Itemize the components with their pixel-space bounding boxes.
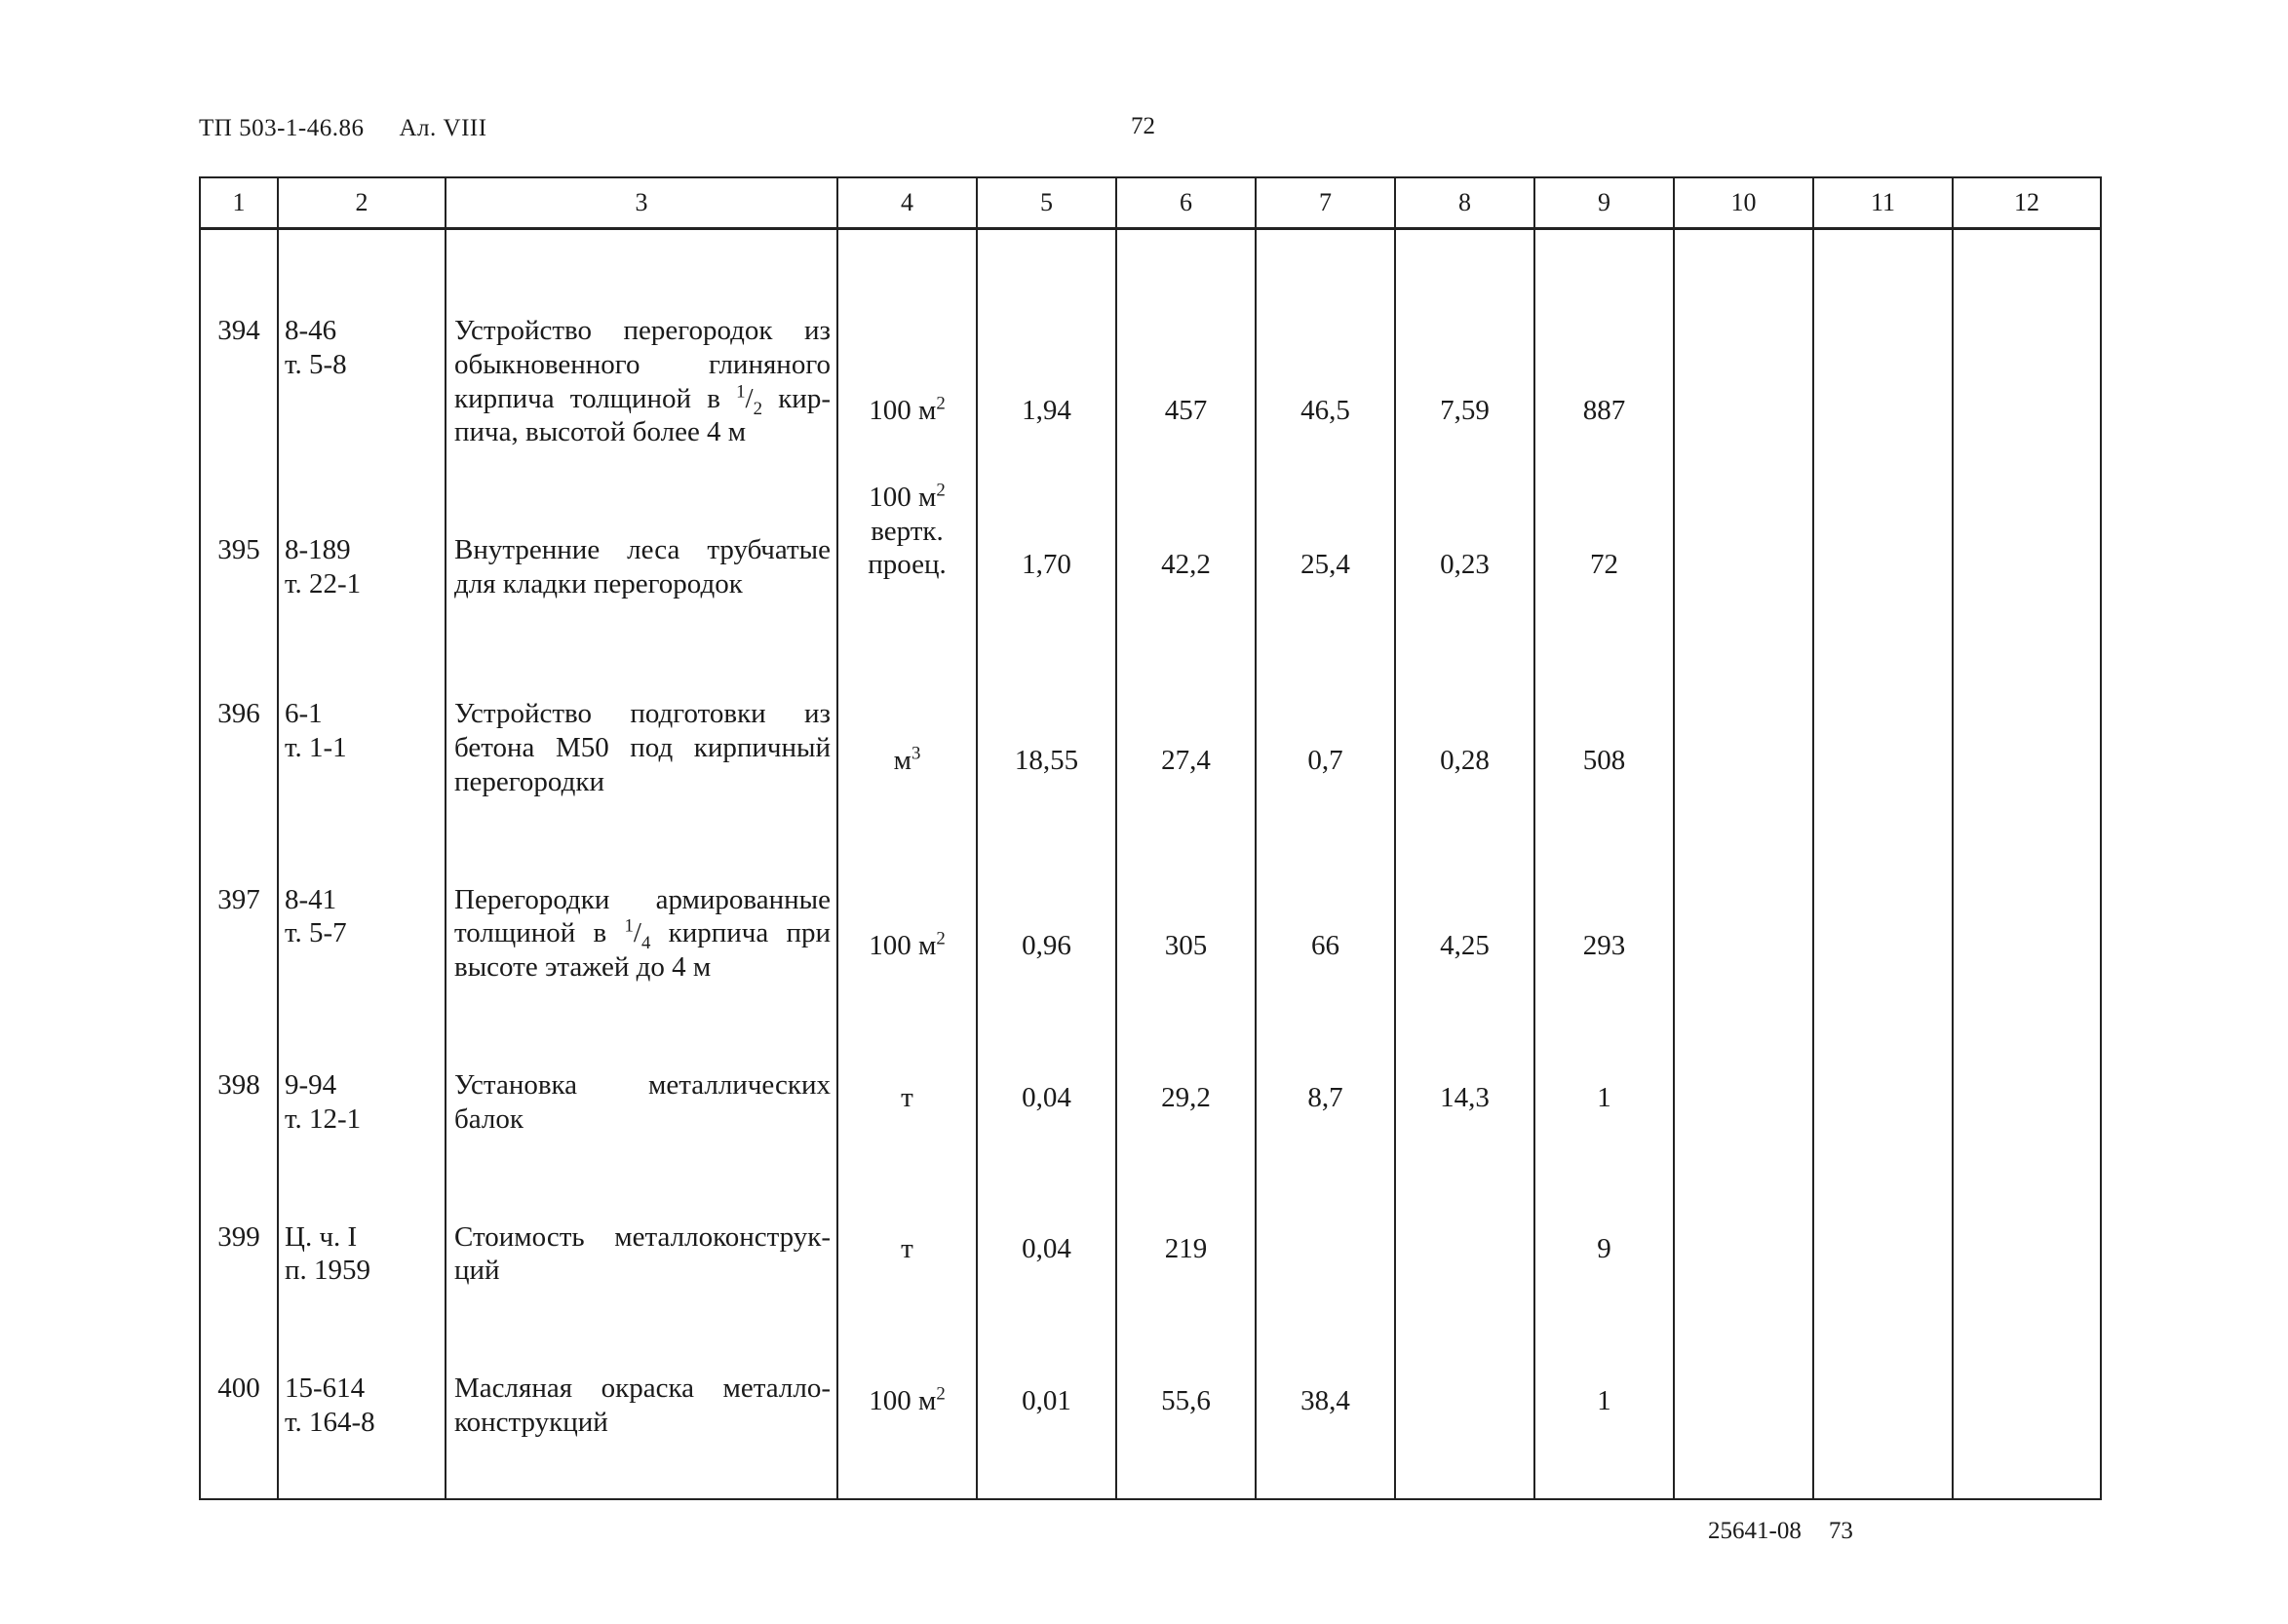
rate-code-cell [278,1137,446,1289]
column-header-9: 9 [1534,177,1674,229]
filler-cell [977,1440,1116,1499]
total-cost-cell [1534,229,1674,450]
unit-of-measure: 100 $м^2$ [869,928,946,962]
unit-cell [837,613,977,798]
work-description-cell [446,613,837,798]
machinery-cell [1395,985,1534,1137]
unit-cell [837,449,977,613]
wages-cell [1256,1288,1395,1440]
row-number: 397 [217,883,260,915]
empty-cell-10 [1674,985,1813,1137]
column-header-5: 5 [977,177,1116,229]
filler-cell [1395,1440,1534,1499]
wages-cell [1256,799,1395,985]
table-row [200,449,2101,613]
rate-table-ref: т. 164-8 [285,1406,375,1438]
unit-cost-cell [1116,613,1256,798]
filler-cell [837,1440,977,1499]
unit-cell [837,1288,977,1440]
quantity-cell [977,985,1116,1137]
table-row [200,985,2101,1137]
rate-table-ref: т. 5-8 [285,348,347,380]
filler-cell [1534,1440,1674,1499]
page-number: 72 [1131,113,1155,139]
filler-cell [1256,1440,1395,1499]
work-description: Стоимость металлоконструк-ций [454,1220,831,1287]
empty-cell-12 [1953,799,2101,985]
work-description: Устройство подготовки из бетона М50 под кирпичный перегородки [454,698,831,797]
unit-cost-cell-value: 305 [1164,930,1208,962]
row-number: 394 [217,315,260,346]
table-row [200,613,2101,798]
empty-cell-11 [1813,449,1953,613]
empty-cell-11 [1813,613,1953,798]
unit-cost-cell [1116,449,1256,613]
unit-cost-cell [1116,1288,1256,1440]
document-footer [1708,1518,1853,1545]
rate-code-cell [278,449,446,613]
row-number-cell [200,229,278,450]
unit-cost-cell [1116,229,1256,450]
quantity-cell-value: 1,94 [1022,395,1071,427]
total-cost-cell [1534,799,1674,985]
table-row [200,799,2101,985]
work-description-cell [446,1288,837,1440]
row-number: 400 [217,1373,260,1405]
unit-cost-cell-value: 55,6 [1161,1384,1211,1416]
quantity-cell [977,613,1116,798]
rate-code: 8-41 [285,883,337,915]
quantity-cell-value: 18,55 [1014,744,1079,776]
empty-cell-10 [1674,799,1813,985]
column-header-4: 4 [837,177,977,229]
row-number-cell [200,799,278,985]
rate-code: 9-94 [285,1068,337,1101]
rate-code-cell [278,799,446,985]
quantity-cell [977,1137,1116,1289]
unit-cost-cell [1116,799,1256,985]
empty-cell-10 [1674,613,1813,798]
rate-code-cell [278,985,446,1137]
wages-cell-value: 25,4 [1300,549,1350,581]
empty-cell-12 [1953,449,2101,613]
empty-cell-11 [1813,799,1953,985]
filler-cell [1116,1440,1256,1499]
rate-code: 8-189 [285,534,351,566]
wages-cell [1256,1137,1395,1289]
total-cost-cell-value: 293 [1582,930,1626,962]
empty-cell-11 [1813,1288,1953,1440]
quantity-cell [977,1288,1116,1440]
work-description-cell [446,985,837,1137]
rate-table-ref: т. 12-1 [285,1102,362,1135]
row-number: 398 [217,1068,260,1101]
unit-of-measure: т [901,1081,913,1113]
column-header-row [200,177,2101,229]
machinery-cell [1395,1137,1534,1289]
total-cost-cell [1534,449,1674,613]
unit-cell [837,229,977,450]
work-description: Установка металлических балок [454,1068,831,1135]
quantity-cell [977,449,1116,613]
column-header-2: 2 [278,177,446,229]
work-description: Внутренние леса трубчатые для кладки перегородок [454,534,831,599]
row-number-cell [200,1137,278,1289]
unit-of-measure: 100 $м^2$ [869,393,946,427]
unit-cost-cell-value: 42,2 [1161,549,1211,581]
empty-cell-10 [1674,449,1813,613]
wages-cell [1256,613,1395,798]
column-header-1: 1 [200,177,278,229]
column-header-6: 6 [1116,177,1256,229]
total-cost-cell-value: 508 [1582,744,1626,776]
column-header-10: 10 [1674,177,1813,229]
empty-filler-row [200,1440,2101,1499]
quantity-cell [977,799,1116,985]
rate-table-ref: п. 1959 [285,1255,371,1287]
document-code: ТП 503-1-46.86 [199,115,365,141]
total-cost-cell-value: 72 [1590,549,1618,581]
wages-cell [1256,985,1395,1137]
footer-doc-number: 25641-08 [1708,1518,1802,1544]
filler-cell [1813,1440,1953,1499]
table-row [200,1137,2101,1289]
row-number: 396 [217,698,260,730]
rate-code-cell [278,1288,446,1440]
total-cost-cell-value: 1 [1597,1384,1611,1416]
quantity-cell [977,229,1116,450]
work-description-cell [446,229,837,450]
empty-cell-12 [1953,985,2101,1137]
empty-cell-11 [1813,229,1953,450]
column-header-11: 11 [1813,177,1953,229]
machinery-cell [1395,449,1534,613]
empty-cell-12 [1953,1137,2101,1289]
unit-cost-cell [1116,985,1256,1137]
column-header-8: 8 [1395,177,1534,229]
rate-code: 8-46 [285,315,337,346]
total-cost-cell [1534,1288,1674,1440]
document-header [199,115,487,142]
unit-of-measure: т [901,1233,913,1265]
filler-cell [200,1440,278,1499]
unit-cell [837,985,977,1137]
empty-cell-12 [1953,229,2101,450]
machinery-cell [1395,229,1534,450]
wages-cell-value: 0,7 [1307,744,1343,776]
empty-cell-12 [1953,613,2101,798]
unit-of-measure: 100 $м^2$ [869,1383,946,1416]
album-label: Ал. VIII [399,115,487,141]
rate-code: Ц. ч. I [285,1220,358,1253]
unit-of-measure: $м^3$ [893,743,921,776]
quantity-cell-value: 0,04 [1022,1081,1071,1113]
wages-cell-value: 66 [1311,930,1339,962]
work-description: Устройство перегородок из обыкновенного глиняного кирпича толщиной в $^1/_2$ кир-пича, высотой более 4 м [454,315,831,448]
table-body [200,229,2101,1500]
quantity-cell-value: 0,96 [1022,930,1071,962]
table-row [200,1288,2101,1440]
empty-cell-10 [1674,229,1813,450]
unit-cost-cell-value: 27,4 [1161,744,1211,776]
empty-cell-10 [1674,1288,1813,1440]
work-description-cell [446,1137,837,1289]
rate-table-ref: т. 5-7 [285,917,347,949]
row-number-cell [200,449,278,613]
machinery-cell [1395,1288,1534,1440]
filler-cell [446,1440,837,1499]
total-cost-cell-value: 1 [1597,1081,1611,1113]
unit-cost-cell [1116,1137,1256,1289]
work-description: Перегородки армированные толщиной в $^1/_4$ кирпича при высоте этажей до 4 м [454,883,831,984]
row-number: 399 [217,1220,260,1253]
total-cost-cell [1534,985,1674,1137]
unit-cost-cell-value: 457 [1164,395,1208,427]
row-number-cell [200,613,278,798]
estimate-table [199,176,2102,1500]
row-number-cell [200,1288,278,1440]
work-description: Масляная окраска металло-конструкций [454,1373,831,1438]
machinery-cell [1395,799,1534,985]
rate-code-cell [278,613,446,798]
quantity-cell-value: 0,04 [1022,1233,1071,1265]
total-cost-cell [1534,613,1674,798]
wages-cell [1256,449,1395,613]
unit-cost-cell-value: 29,2 [1161,1081,1211,1113]
work-description-cell [446,449,837,613]
machinery-cell-value: 14,3 [1440,1081,1490,1113]
unit-of-measure: 100 $м^2$ вертк. проец. [868,480,947,581]
rate-table-ref: т. 1-1 [285,731,347,763]
footer-sheet-number: 73 [1828,1518,1853,1544]
machinery-cell-value: 0,23 [1440,549,1490,581]
unit-cell [837,1137,977,1289]
machinery-cell-value: 7,59 [1440,395,1490,427]
unit-cell [837,799,977,985]
column-header-3: 3 [446,177,837,229]
wages-cell [1256,229,1395,450]
row-number-cell [200,985,278,1137]
empty-cell-11 [1813,1137,1953,1289]
filler-cell [1953,1440,2101,1499]
quantity-cell-value: 1,70 [1022,549,1071,581]
table-row [200,229,2101,450]
column-header-12: 12 [1953,177,2101,229]
quantity-cell-value: 0,01 [1022,1384,1071,1416]
filler-cell [278,1440,446,1499]
column-header-7: 7 [1256,177,1395,229]
machinery-cell-value: 0,28 [1440,744,1490,776]
rate-code-cell [278,229,446,450]
empty-cell-12 [1953,1288,2101,1440]
wages-cell-value: 8,7 [1307,1081,1343,1113]
machinery-cell-value: 4,25 [1440,930,1490,962]
total-cost-cell-value: 887 [1582,395,1626,427]
work-description-cell [446,799,837,985]
rate-code: 6-1 [285,698,323,730]
empty-cell-11 [1813,985,1953,1137]
empty-cell-10 [1674,1137,1813,1289]
filler-cell [1674,1440,1813,1499]
rate-code: 15-614 [285,1373,366,1405]
row-number: 395 [217,534,260,566]
unit-cost-cell-value: 219 [1164,1233,1208,1265]
total-cost-cell-value: 9 [1597,1233,1611,1265]
total-cost-cell [1534,1137,1674,1289]
wages-cell-value: 46,5 [1300,395,1350,427]
rate-table-ref: т. 22-1 [285,567,362,599]
machinery-cell [1395,613,1534,798]
wages-cell-value: 38,4 [1300,1384,1350,1416]
